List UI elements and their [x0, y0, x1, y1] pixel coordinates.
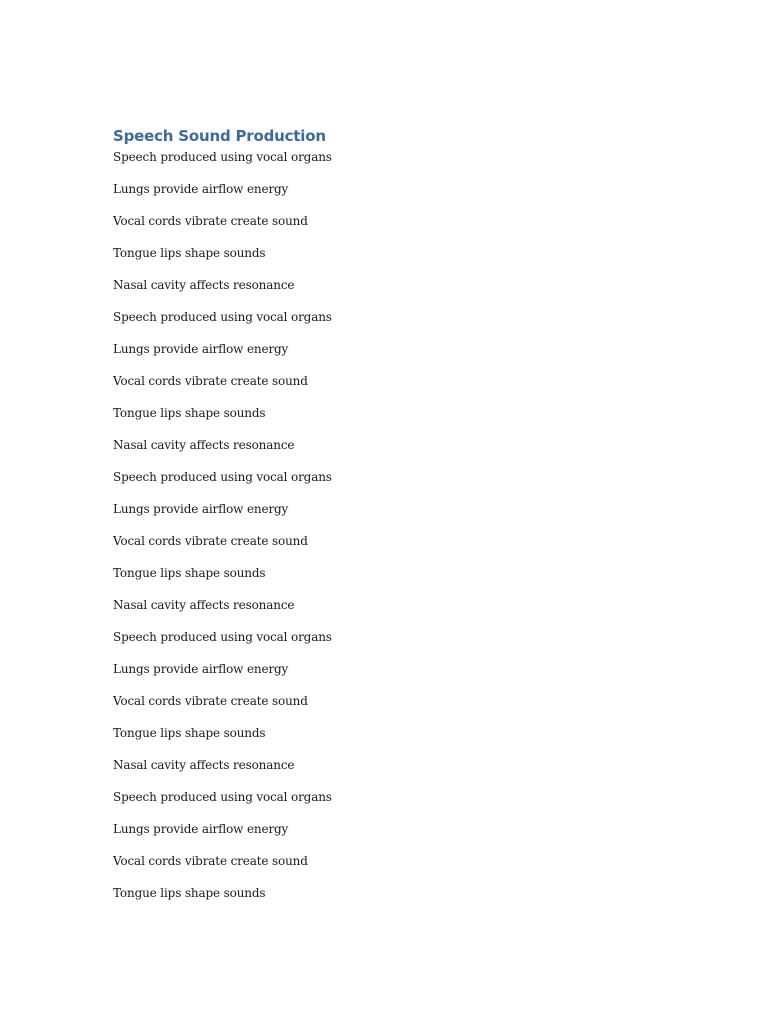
paragraph: Speech produced using vocal organs [113, 310, 332, 324]
paragraph: Lungs provide airflow energy [113, 822, 289, 836]
paragraph: Tongue lips shape sounds [113, 886, 266, 900]
paragraph: Speech produced using vocal organs [113, 470, 332, 484]
paragraph: Vocal cords vibrate create sound [113, 534, 308, 548]
paragraph: Vocal cords vibrate create sound [113, 214, 308, 228]
paragraph: Lungs provide airflow energy [113, 182, 289, 196]
paragraph: Nasal cavity affects resonance [113, 598, 295, 612]
document-heading: Speech Sound Production [113, 127, 326, 145]
paragraph: Tongue lips shape sounds [113, 406, 266, 420]
document-body [113, 125, 673, 915]
paragraph: Lungs provide airflow energy [113, 662, 289, 676]
paragraph: Speech produced using vocal organs [113, 150, 332, 164]
paragraph: Speech produced using vocal organs [113, 630, 332, 644]
paragraph: Vocal cords vibrate create sound [113, 374, 308, 388]
paragraph: Vocal cords vibrate create sound [113, 694, 308, 708]
paragraph: Speech produced using vocal organs [113, 790, 332, 804]
paragraph: Nasal cavity affects resonance [113, 438, 295, 452]
paragraph: Tongue lips shape sounds [113, 726, 266, 740]
paragraph: Tongue lips shape sounds [113, 566, 266, 580]
paragraph: Lungs provide airflow energy [113, 502, 289, 516]
paragraph: Tongue lips shape sounds [113, 246, 266, 260]
paragraph: Vocal cords vibrate create sound [113, 854, 308, 868]
paragraph-list [113, 147, 673, 915]
paragraph: Nasal cavity affects resonance [113, 278, 295, 292]
paragraph: Lungs provide airflow energy [113, 342, 289, 356]
paragraph: Nasal cavity affects resonance [113, 758, 295, 772]
